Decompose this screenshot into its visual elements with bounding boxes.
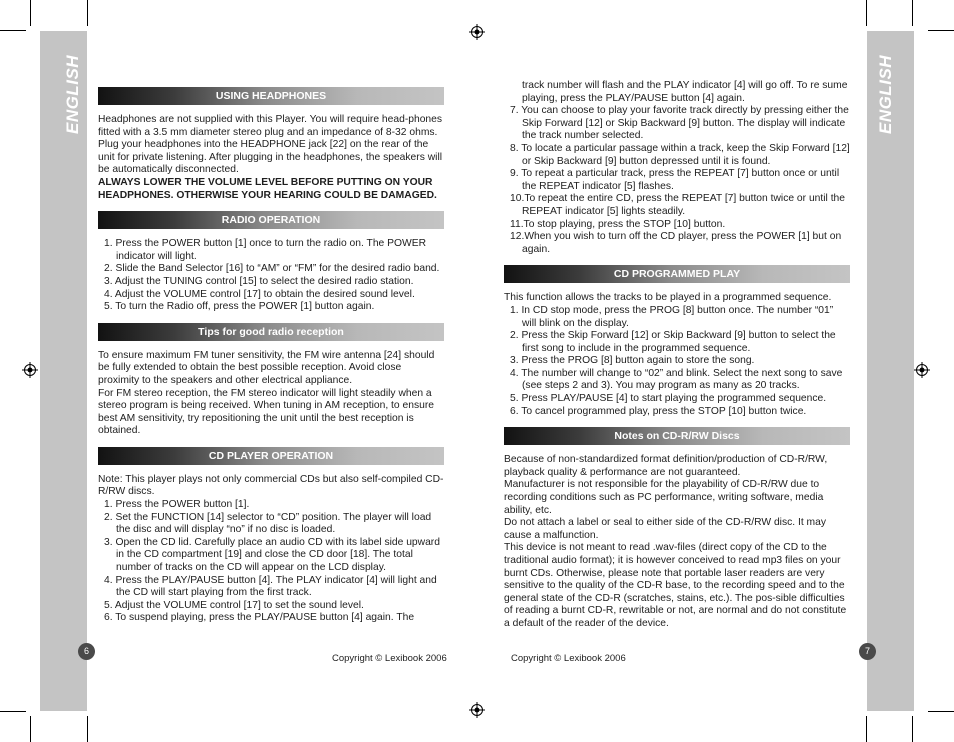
- warning-paragraph: ALWAYS LOWER THE VOLUME LEVEL BEFORE PUTTING ON YOUR HEADPHONES. OTHERWISE YOUR HEARING COULD BE DAMAGED.: [98, 176, 437, 201]
- list-item: 2. Slide the Band Selector [16] to “AM” or “FM” for the desired radio band.: [104, 263, 440, 275]
- list-item: 7. You can choose to play your favorite track directly by pressing either the Skip Forward [12] or Skip Backward [9] button. The display will indicate the track number selected.: [510, 105, 849, 142]
- registration-mark-icon: [469, 702, 485, 718]
- list-item: 4. The number will change to “02” and blink. Select the next song to save (see steps 2 and 3). You may program as many as 20 tracks.: [510, 367, 843, 392]
- crop-mark: [928, 30, 954, 31]
- language-label-left: ENGLISH: [63, 54, 82, 134]
- registration-mark-icon: [914, 362, 930, 378]
- list-item: 4. Press the PLAY/PAUSE button [4]. The PLAY indicator [4] will light and the CD will start playing from the first track.: [104, 574, 437, 599]
- list-item: 6. To cancel programmed play, press the STOP [10] button twice.: [510, 405, 807, 417]
- language-label-right: ENGLISH: [876, 54, 895, 134]
- list-item: 1. Press the POWER button [1] once to turn the radio on. The POWER indicator will light.: [104, 238, 427, 262]
- section-heading: RADIO OPERATION: [98, 211, 444, 229]
- step-list: [98, 499, 444, 625]
- crop-mark: [866, 0, 867, 26]
- paragraph: For FM stereo reception, the FM stereo indicator will light steadily when a stereo program is being received. When tuning in AM reception, to ensure best AM sensitivity, try repositioning the unit until the best reception is obtained.: [98, 387, 434, 437]
- copyright-text: Copyright © Lexibook 2006: [332, 653, 447, 664]
- registration-mark-icon: [22, 362, 38, 378]
- page-number: 6: [78, 643, 95, 660]
- page-number: 7: [859, 643, 876, 660]
- paragraph: Do not attach a label or seal to either side of the CD-R/RW disc. It may cause a malfunction.: [504, 517, 827, 541]
- copyright-text: Copyright © Lexibook 2006: [511, 653, 626, 664]
- list-item: 10.To repeat the entire CD, press the REPEAT [7] button twice or until the REPEAT indicator [5] lights steadily.: [510, 193, 846, 217]
- crop-mark: [912, 0, 913, 26]
- paragraph: Headphones are not supplied with this Player. You will require head-phones fitted with a 3.5 mm diameter stereo plug and an impedance of 8-32 ohms. Plug your headphones into the HEADPHONE jack [22] on the rear of the unit for private listening. After plugging in the headphones, the speakers will be automatically disconnected.: [98, 114, 443, 176]
- paragraph: Because of non-standardized format definition/production of CD-R/RW, playback quality & performance are not guaranteed.: [504, 454, 828, 478]
- list-item: 4. Adjust the VOLUME control [17] to obtain the desired sound level.: [104, 288, 415, 300]
- right-page-column: [504, 80, 850, 631]
- crop-mark: [87, 0, 88, 26]
- step-list: [98, 238, 444, 314]
- crop-mark: [928, 711, 954, 712]
- paragraph: Manufacturer is not responsible for the playability of CD-R/RW due to recording conditions such as PC performance, writing software, media ability, etc.: [504, 479, 824, 516]
- list-item: 12.When you wish to turn off the CD player, press the POWER [1] but on again.: [510, 231, 842, 255]
- list-item: 2. Set the FUNCTION [14] selector to “CD” position. The player will load the disc and will display “no” if no disc is loaded.: [104, 511, 432, 536]
- crop-mark: [87, 716, 88, 742]
- list-item: 6. To suspend playing, press the PLAY/PAUSE button [4] again. The: [104, 612, 415, 624]
- section-heading: Notes on CD-R/RW Discs: [504, 427, 850, 445]
- crop-mark: [0, 711, 26, 712]
- paragraph: This function allows the tracks to be played in a programmed sequence.: [504, 292, 832, 304]
- step-list: [504, 305, 850, 418]
- section-heading: CD PROGRAMMED PLAY: [504, 265, 850, 283]
- list-item: 5. Press PLAY/PAUSE [4] to start playing the programmed sequence.: [510, 393, 827, 405]
- crop-mark: [912, 716, 913, 742]
- list-item: 3. Press the PROG [8] button again to store the song.: [510, 355, 755, 367]
- paragraph: Note: This player plays not only commercial CDs but also self-compiled CD-R/RW discs.: [98, 473, 444, 498]
- list-item: 3. Open the CD lid. Carefully place an audio CD with its label side upward in the CD compartment [19] and close the CD door [18]. The total number of tracks on the CD will appear on the LCD display.: [104, 536, 440, 574]
- crop-mark: [30, 716, 31, 742]
- paragraph: To ensure maximum FM tuner sensitivity, the FM wire antenna [24] should be fully extended to obtain the best possible reception. Avoid close proximity to the speakers and other electrical appliance.: [98, 349, 435, 386]
- continued-paragraph: track number will flash and the PLAY indicator [4] will go off. To re sume playing, press the PLAY/PAUSE button [4] again.: [522, 80, 848, 104]
- list-item: 1. Press the POWER button [1].: [104, 499, 250, 511]
- list-item: 3. Adjust the TUNING control [15] to select the desired radio station.: [104, 275, 414, 287]
- list-item: 8. To locate a particular passage within a track, keep the Skip Forward [12] or Skip Backward [9] button depressed until it is found.: [510, 142, 850, 167]
- registration-mark-icon: [469, 24, 485, 40]
- list-item: 5. To turn the Radio off, press the POWER [1] button again.: [104, 301, 375, 313]
- list-item: 1. In CD stop mode, press the PROG [8] button once. The number “01” will blink on the display.: [510, 304, 834, 329]
- crop-mark: [30, 0, 31, 26]
- list-item: 11.To stop playing, press the STOP [10] button.: [510, 218, 726, 230]
- list-item: 5. Adjust the VOLUME control [17] to set the sound level.: [104, 599, 364, 611]
- crop-mark: [0, 30, 26, 31]
- section-heading: CD PLAYER OPERATION: [98, 447, 444, 465]
- section-heading: USING HEADPHONES: [98, 87, 444, 105]
- crop-mark: [866, 716, 867, 742]
- section-heading: Tips for good radio reception: [98, 323, 444, 341]
- list-item: 2. Press the Skip Forward [12] or Skip Backward [9] button to select the first song to include in the programmed sequence.: [510, 330, 836, 354]
- paragraph: This device is not meant to read .wav-files (direct copy of the CD to the traditional audio format); it is however conceived to read mp3 files on your burnt CDs. Otherwise, please note that portable laser readers are very sensitive to the quality of the CD-R base, to the recording speed and to the general state of the CD-R (scratches, stains, etc.). The pos-sible difficulties of reading a burnt CD-R, rewritable or not, are normal and do not constitute a default of the reader of the device.: [504, 542, 847, 629]
- left-page-column: [98, 80, 444, 625]
- step-list: [504, 105, 850, 256]
- list-item: 9. To repeat a particular track, press the REPEAT [7] button once or until the REPEAT indicator [5] flashes.: [510, 168, 840, 192]
